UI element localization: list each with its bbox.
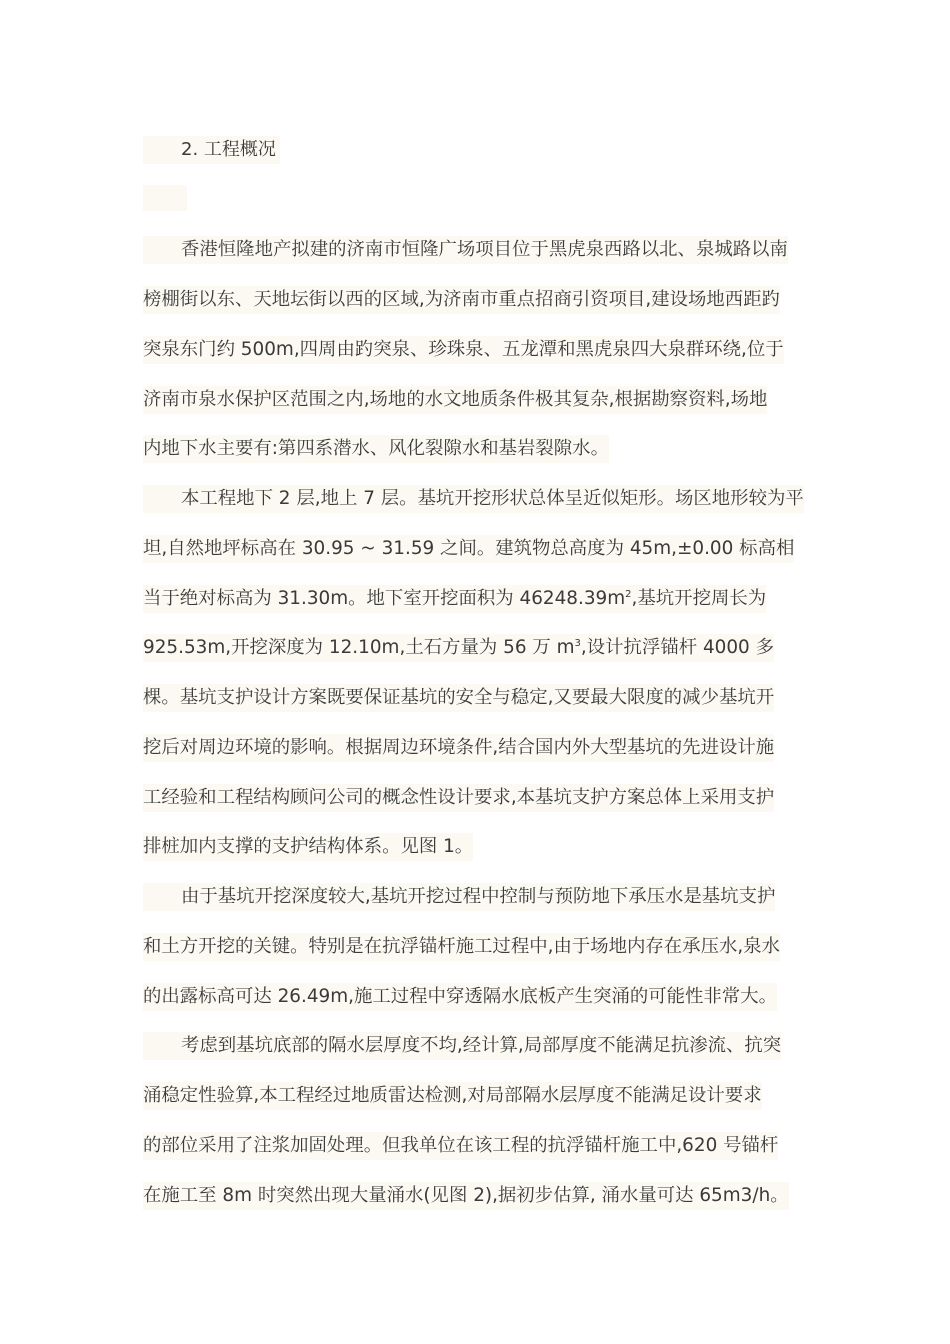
paragraph-1-line-1: 香港恒隆地产拟建的济南市恒隆广场项目位于黑虎泉西路以北、泉城路以南: [143, 236, 788, 264]
paragraph-1-line-3: 突泉东门约 500m,四周由趵突泉、珍珠泉、五龙潭和黑虎泉四大泉群环绕,位于: [143, 336, 784, 364]
superscript-3: 3: [574, 638, 581, 649]
paragraph-1-line-4: 济南市泉水保护区范围之内,场地的水文地质条件极其复杂,根据勘察资料,场地: [143, 386, 767, 414]
paragraph-1-line-5: 内地下水主要有:第四系潜水、风化裂隙水和基岩裂隙水。: [143, 435, 609, 463]
paragraph-4-line-1: 考虑到基坑底部的隔水层厚度不均,经计算,局部厚度不能满足抗渗流、抗突: [143, 1032, 781, 1060]
section-heading: 2. 工程概况: [143, 136, 280, 164]
superscript-2: 2: [625, 589, 632, 600]
paragraph-3-line-1: 由于基坑开挖深度较大,基坑开挖过程中控制与预防地下承压水是基坑支护: [143, 883, 775, 911]
blank-line-highlight: [143, 185, 187, 211]
paragraph-2-line-6: 挖后对周边环境的影响。根据周边环境条件,结合国内外大型基坑的先进设计施: [143, 734, 774, 762]
volume-text-tail: ,设计抗浮锚杆 4000 多: [580, 637, 774, 658]
paragraph-2-line-5: 棵。基坑支护设计方案既要保证基坑的安全与稳定,又要最大限度的减少基坑开: [143, 684, 774, 712]
paragraph-3-line-3: 的出露标高可达 26.49m,施工过程中穿透隔水底板产生突涌的可能性非常大。: [143, 983, 777, 1011]
volume-text: 925.53m,开挖深度为 12.10m,土石方量为 56 万 m: [143, 637, 575, 658]
paragraph-3-line-2: 和土方开挖的关键。特别是在抗浮锚杆施工过程中,由于场地内存在承压水,泉水: [143, 933, 780, 961]
paragraph-2-line-8: 排桩加内支撑的支护结构体系。见图 1。: [143, 833, 473, 861]
paragraph-2-line-7: 工经验和工程结构顾问公司的概念性设计要求,本基坑支护方案总体上采用支护: [143, 784, 774, 812]
area-text: 当于绝对标高为 31.30m。地下室开挖面积为 46248.39m: [143, 588, 626, 609]
paragraph-4-line-3: 的部位采用了注浆加固处理。但我单位在该工程的抗浮锚杆施工中,620 号锚杆: [143, 1132, 778, 1160]
area-text-tail: ,基坑开挖周长为: [631, 588, 767, 609]
paragraph-2-line-1: 本工程地下 2 层,地上 7 层。基坑开挖形状总体呈近似矩形。场区地形较为平: [143, 485, 804, 513]
paragraph-1-line-2: 榜棚街以东、天地坛街以西的区域,为济南市重点招商引资项目,建设场地西距趵: [143, 286, 780, 314]
paragraph-4-line-2: 涌稳定性验算,本工程经过地质雷达检测,对局部隔水层厚度不能满足设计要求: [143, 1082, 762, 1110]
paragraph-2-line-2: 坦,自然地坪标高在 30.95 ~ 31.59 之间。建筑物总高度为 45m,±0.00 标高相: [143, 535, 794, 563]
paragraph-4-line-4: 在施工至 8m 时突然出现大量涌水(见图 2),据初步估算, 涌水量可达 65m3/h。: [143, 1182, 789, 1210]
paragraph-2-line-4: [143, 634, 774, 662]
paragraph-2-line-3: [143, 585, 766, 613]
